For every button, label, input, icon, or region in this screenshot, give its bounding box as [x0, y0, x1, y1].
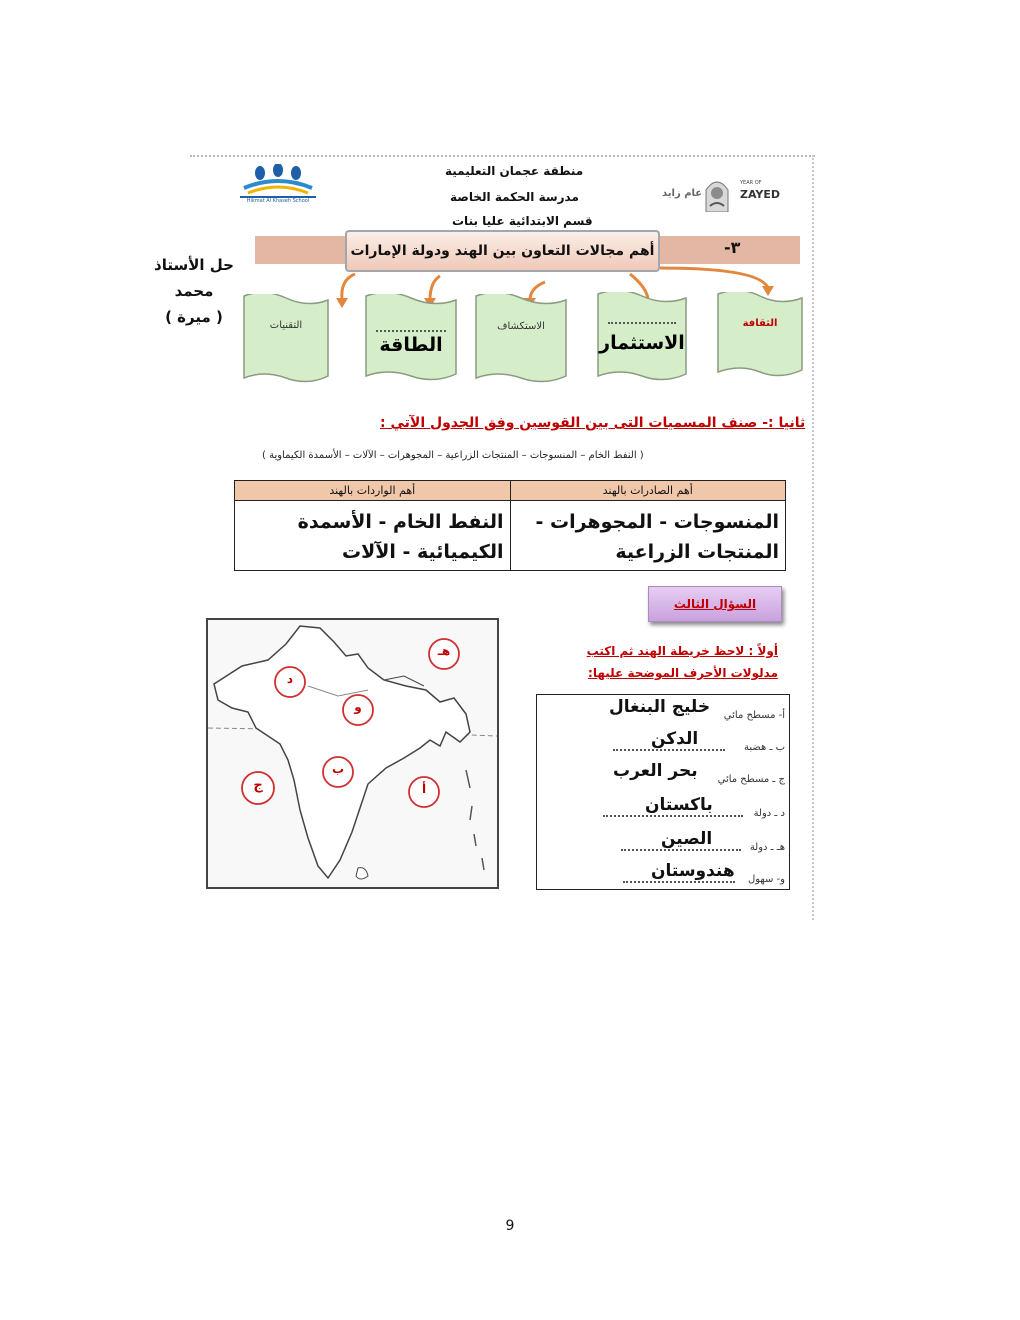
section-number: -٣ — [724, 238, 741, 257]
school-logo-text: Hikmat Al Khaseh School — [246, 198, 310, 204]
table-cell-imports: النفط الخام - الأسمدة الكيميائية - الآلات — [235, 501, 511, 571]
section2-title: ثانيا :- صنف المسميات التى بين القوسين وفق الجدول الآتي : — [380, 415, 806, 431]
card-culture-label: الثقافة — [742, 318, 778, 329]
answer-row-alif — [537, 691, 785, 723]
zayed-name: ZAYED — [740, 188, 781, 201]
card-energy-dotline — [376, 330, 446, 332]
answer-row-jim — [537, 755, 785, 787]
school-logo — [232, 164, 324, 208]
card-investment-dotline — [608, 322, 676, 324]
page-number: 9 — [505, 1218, 515, 1234]
answer-caption: أ- مسطح مائي — [723, 710, 785, 721]
teacher-note — [138, 252, 250, 330]
instruction-line-2: مدلولات الأحرف الموضحة عليها: — [588, 666, 778, 680]
answer-value: الدكن — [651, 729, 699, 749]
header-line-2: مدرسة الحكمة الخاصة — [450, 190, 579, 204]
zayed-year: YEAR OF — [740, 180, 762, 186]
answer-dotline — [603, 815, 743, 817]
map-marker-dal: د — [286, 672, 294, 686]
table-header-imports: أهم الواردات بالهند — [235, 481, 511, 501]
classification-table — [234, 480, 786, 571]
map-marker-ba: ب — [331, 762, 345, 776]
frame-right-dotted-line — [812, 155, 814, 920]
map-marker-he: هـ — [437, 644, 451, 658]
teacher-student: ( ميرة ) — [165, 308, 223, 326]
card-energy-answer: الطاقة — [379, 334, 443, 356]
card-investment-answer: الاستثمار — [599, 332, 685, 354]
teacher-name: حل الأستاذ محمد — [154, 256, 234, 300]
answer-dotline — [613, 749, 725, 751]
answer-value: باكستان — [645, 795, 713, 815]
card-technologies — [242, 294, 330, 386]
zayed-portrait-icon — [700, 176, 734, 212]
answer-dotline — [623, 881, 735, 883]
answers-box — [536, 694, 790, 890]
answer-row-waw — [537, 855, 785, 887]
table-cell-exports: المنسوجات - المجوهرات - المنتجات الزراعية — [510, 501, 786, 571]
section-title: أهم مجالات التعاون بين الهند ودولة الإمارات — [345, 230, 660, 272]
answer-dotline — [621, 849, 741, 851]
header-line-1: منطقة عجمان التعليمية — [445, 164, 584, 178]
answer-value: خليج البنغال — [609, 697, 711, 717]
answer-row-ba — [537, 723, 785, 755]
answer-value: الصين — [661, 829, 713, 849]
map-marker-jim: ج — [253, 778, 263, 793]
map-marker-circles — [208, 620, 497, 887]
card-energy — [364, 294, 458, 384]
answer-row-dal — [537, 789, 785, 821]
map-marker-alif: أ — [421, 782, 427, 796]
instruction-line-1: أولاً : لاحظ خريطة الهند ثم اكتب — [586, 644, 778, 658]
answer-row-he — [537, 823, 785, 855]
zayed-logo — [662, 176, 780, 212]
answer-caption: و- سهول — [747, 874, 785, 885]
india-map — [206, 618, 499, 889]
section2-parenthetical: ( النفط الخام – المنسوجات – المنتجات الزراعية – المجوهرات – الآلات – الأسمدة الكيماوية ) — [262, 450, 644, 461]
answer-value: هندوستان — [651, 861, 735, 881]
card-exploration-label: الاستكشاف — [497, 321, 545, 332]
frame-top-dotted-line — [190, 155, 815, 157]
answer-caption: ج ـ مسطح مائي — [717, 774, 785, 785]
answer-caption: ب ـ هضبة — [743, 742, 785, 753]
answer-value: بحر العرب — [613, 761, 698, 781]
map-instruction — [532, 640, 778, 684]
table-header-exports: أهم الصادرات بالهند — [510, 481, 786, 501]
header-line-3: قسم الابتدائية عليا بنات — [452, 214, 593, 228]
question-three-heading: السؤال الثالث — [648, 586, 782, 622]
zayed-arabic: عام زايد — [662, 188, 703, 199]
card-investment — [596, 292, 688, 384]
card-culture — [716, 292, 804, 380]
map-marker-waw: و — [354, 700, 362, 714]
card-exploration — [474, 294, 568, 386]
answer-caption: هـ ـ دولة — [749, 842, 785, 853]
answer-caption: د ـ دولة — [753, 808, 785, 819]
card-technologies-label: التقنيات — [269, 320, 303, 331]
